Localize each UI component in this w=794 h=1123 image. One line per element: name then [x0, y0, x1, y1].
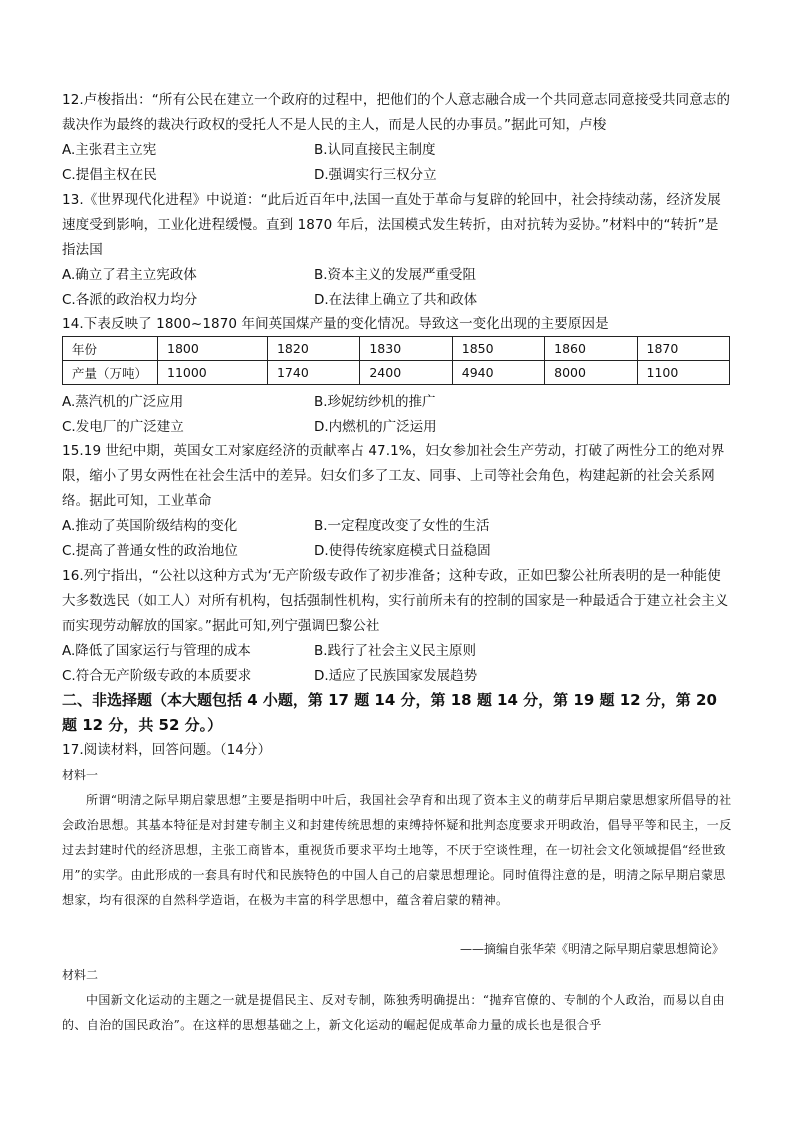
question-14-options	[62, 390, 732, 440]
section-2-title: 二、非选择题（本大题包括 4 小题，第 17 题 14 分，第 18 题 14 分，第 19 题 12 分，第 20 题 12 分，共 52 分。）	[62, 691, 717, 734]
material-2-text: 中国新文化运动的主题之一就是提倡民主、反对专制，陈独秀明确提出：“抛弃官僚的、专制的个人政治，而易以自由的、自治的国民政治”。在这样的思想基础之上，新文化运动的崛起促成革命力量的成长也是很合乎	[62, 993, 725, 1032]
question-13-options	[62, 263, 732, 313]
option-c[interactable]: C.各派的政治权力均分	[62, 292, 198, 308]
table-cell: 1870	[637, 337, 729, 361]
option-a[interactable]: A.蒸汽机的广泛应用	[62, 394, 184, 410]
question-15-stem: 15.19 世纪中期，英国女工对家庭经济的贡献率占 47.1%，妇女参加社会生产劳动，打破了两性分工的绝对界限，缩小了男女两性在社会生活中的差异。妇女们多了工友、同事、上司等社会角色，构建起新的社会关系网络。据此可知，工业革命	[62, 443, 725, 509]
option-b[interactable]: B.资本主义的发展严重受阻	[314, 267, 477, 283]
table-cell: 11000	[158, 361, 268, 385]
question-14-stem: 14.下表反映了 1800~1870 年间英国煤产量的变化情况。导致这一变化出现的主要原因是	[62, 316, 609, 332]
option-d[interactable]: D.适应了民族国家发展趋势	[314, 668, 478, 684]
question-12-stem: 12.卢梭指出：“所有公民在建立一个政府的过程中，把他们的个人意志融合成一个共同意志同意接受共同意志的裁决作为最终的裁决行政权的受托人不是人民的主人，而是人民的办事员。”据此可知，卢梭	[62, 92, 731, 133]
option-a[interactable]: A.主张君主立宪	[62, 142, 157, 158]
material-1-label: 材料一	[62, 768, 99, 782]
table-cell: 1800	[158, 337, 268, 361]
option-c[interactable]: C.提高了普通女性的政治地位	[62, 543, 238, 559]
material-2-label: 材料二	[62, 968, 99, 982]
material-1-text: 所谓“明清之际早期启蒙思想”主要是指明中叶后，我国社会孕育和出现了资本主义的萌芽后早期启蒙思想家所倡导的社会政治思想。其基本特征是对封建专制主义和封建传统思想的束缚持怀疑和批判态度要求开明政治，倡导平等和民主，一反过去封建时代的经济思想，主张工商皆本，重视货币要求平均土地等，不厌于空谈性理，在一切社会文化领域提倡“经世致用”的实学。由此形成的一套具有时代和民族特色的中国人自己的启蒙思想理论。同时值得注意的是，明清之际早期启蒙思想家，均有很深的自然科学造诣，在极为丰富的科学思想中，蕴含着启蒙的精神。	[62, 793, 732, 907]
option-c[interactable]: C.符合无产阶级专政的本质要求	[62, 668, 252, 684]
question-17-stem: 17.阅读材料，回答问题。（14分）	[62, 742, 272, 758]
option-a[interactable]: A.确立了君主立宪政体	[62, 267, 197, 283]
coal-output-table	[62, 336, 730, 385]
question-15-options	[62, 514, 732, 564]
material-1-source: ——摘编自张华荣《明清之际早期启蒙思想简论》	[459, 942, 724, 956]
table-row-label: 产量（万吨）	[63, 361, 158, 385]
option-a[interactable]: A.推动了英国阶级结构的变化	[62, 518, 238, 534]
table-cell: 1850	[452, 337, 544, 361]
option-a[interactable]: A.降低了国家运行与管理的成本	[62, 643, 251, 659]
option-b[interactable]: B.珍妮纺纱机的推广	[314, 394, 436, 410]
question-16-stem: 16.列宁指出，“公社以这种方式为‘无产阶级专政作了初步准备；这种专政，正如巴黎公社所表明的是一种能使大多数选民（如工人）对所有机构，包括强制性机构，实行前所未有的控制的国家是一种最适合于建立社会主义而实现劳动解放的国家。”据此可知,列宁强调巴黎公社	[62, 568, 729, 634]
table-cell: 4940	[452, 361, 544, 385]
option-b[interactable]: B.一定程度改变了女性的生活	[314, 518, 490, 534]
table-row	[63, 337, 730, 361]
table-row-label: 年份	[63, 337, 158, 361]
option-d[interactable]: D.强调实行三权分立	[314, 167, 437, 183]
table-cell: 8000	[545, 361, 637, 385]
question-16-options	[62, 639, 732, 689]
table-row	[63, 361, 730, 385]
table-cell: 2400	[360, 361, 452, 385]
table-cell: 1820	[267, 337, 359, 361]
option-b[interactable]: B.认同直接民主制度	[314, 142, 436, 158]
table-cell: 1100	[637, 361, 729, 385]
option-c[interactable]: C.发电厂的广泛建立	[62, 419, 184, 435]
question-13-stem: 13.《世界现代化进程》中说道：“此后近百年中,法国一直处于革命与复辟的轮回中，社会持续动荡，经济发展速度受到影响，工业化进程缓慢。直到 1870 年后，法国模式发生转折，由对抗转为妥协。”材料中的“转折”是指法国	[62, 192, 721, 258]
table-cell: 1830	[360, 337, 452, 361]
option-d[interactable]: D.内燃机的广泛运用	[314, 419, 437, 435]
option-b[interactable]: B.践行了社会主义民主原则	[314, 643, 477, 659]
option-d[interactable]: D.使得传统家庭模式日益稳固	[314, 543, 491, 559]
table-cell: 1740	[267, 361, 359, 385]
question-12-options	[62, 138, 732, 188]
option-c[interactable]: C.提倡主权在民	[62, 167, 157, 183]
table-cell: 1860	[545, 337, 637, 361]
option-d[interactable]: D.在法律上确立了共和政体	[314, 292, 478, 308]
